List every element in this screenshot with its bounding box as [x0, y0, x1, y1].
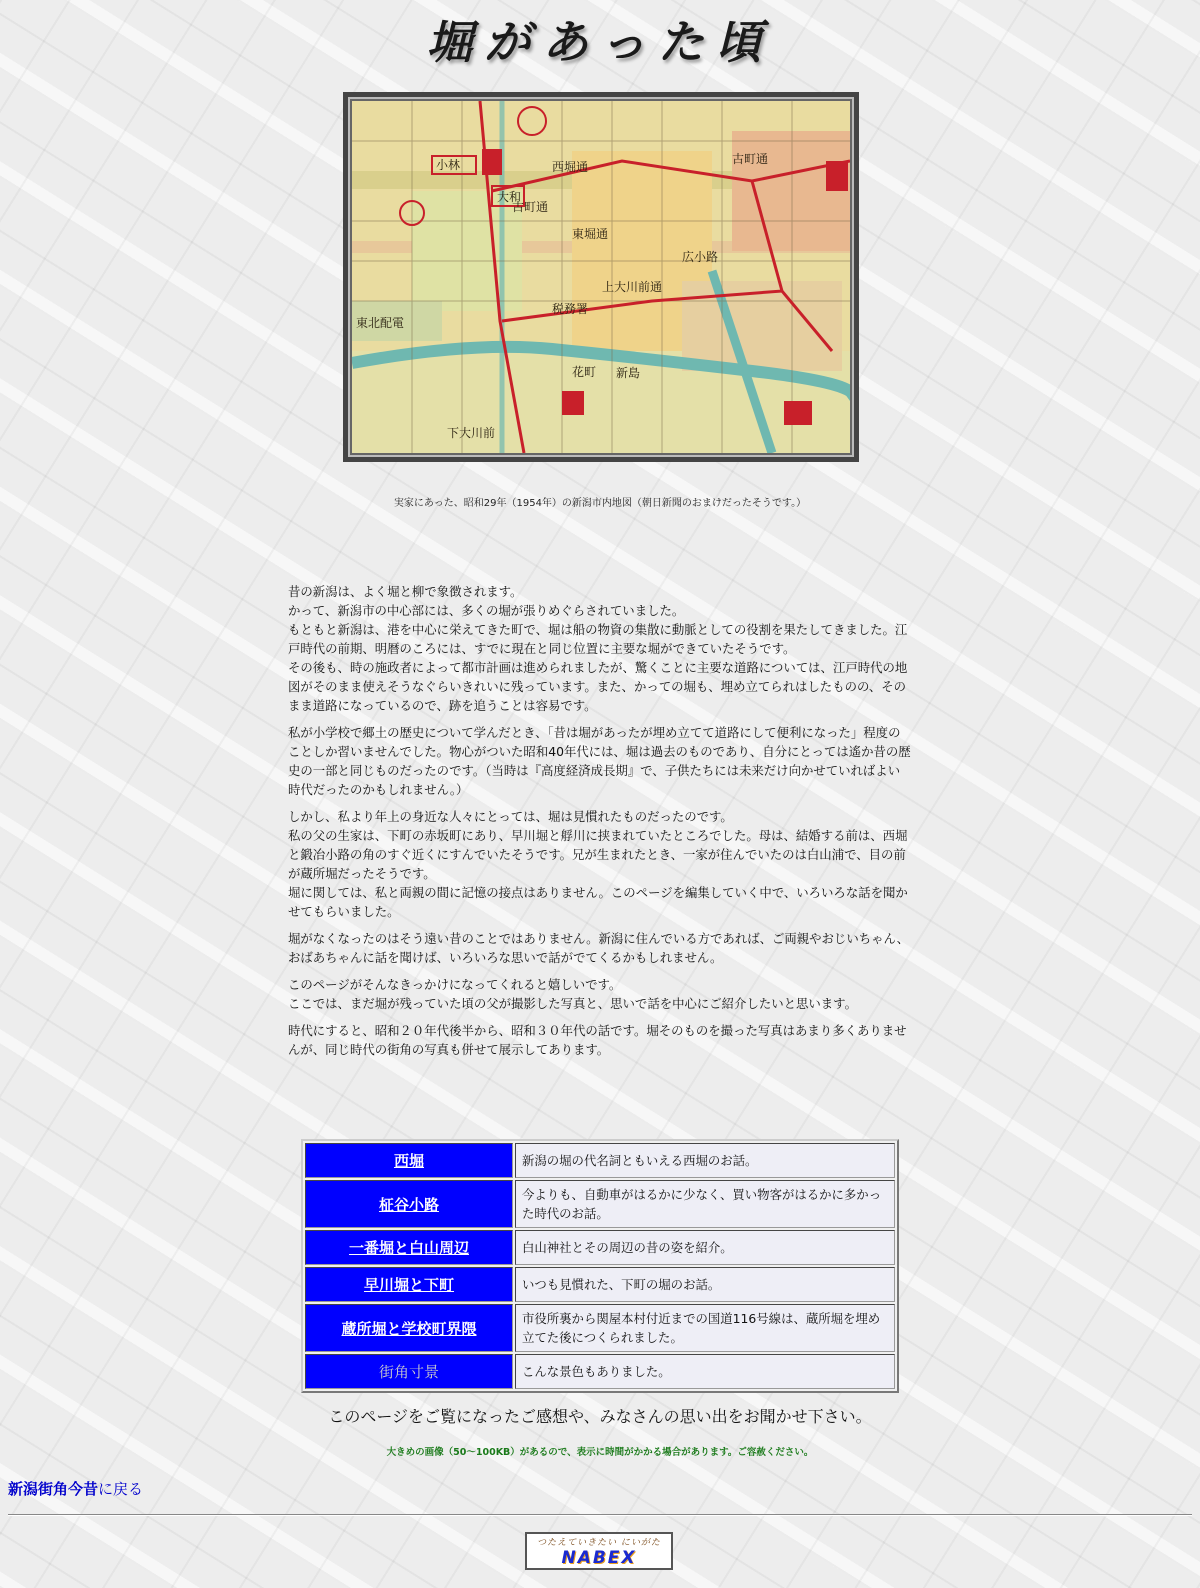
paragraph [288, 723, 911, 799]
menu-description: 新潟の堀の代名詞ともいえる西堀のお話。 [515, 1143, 895, 1178]
menu-row [305, 1354, 895, 1389]
old-city-map [352, 101, 850, 453]
map-caption: 実家にあった、昭和29年（1954年）の新潟市内地図（朝日新聞のおまけだったそうです。） [393, 498, 807, 509]
text-line: かって、新潟市の中心部には、多くの堀が張りめぐらされていました。 [288, 603, 685, 618]
logo-tagline: つたえていきたい にいがた [537, 1538, 661, 1548]
back-link[interactable]: 新潟街角今昔 [8, 1480, 99, 1498]
map-label: 広小路 [682, 250, 719, 264]
paragraph [288, 975, 911, 1013]
logo-wordmark: NABEX [561, 1548, 637, 1568]
back-link-row [8, 1478, 143, 1499]
menu-description: 市役所裏から関屋本村付近までの国道116号線は、蔵所堀を埋め立てた後につくられました。 [515, 1304, 895, 1352]
menu-row [305, 1304, 895, 1352]
paragraph [288, 929, 911, 967]
paragraph [288, 807, 911, 921]
menu-link-cell [305, 1180, 513, 1228]
text-line: もともと新潟は、港を中心に栄えてきた町で、堀は船の物資の集散に動脈としての役割を果たしてきました。江戸時代の前期、明暦のころには、すでに現在と同じ位置に主要な堀ができていたそうです。 [288, 622, 908, 656]
menu-row [305, 1143, 895, 1178]
divider [8, 1514, 1192, 1516]
menu-link-cell [305, 1267, 513, 1302]
menu-link-nishibori[interactable]: 西堀 [393, 1152, 424, 1170]
map-label: 新島 [616, 366, 641, 380]
menu-label-machikado: 街角寸景 [378, 1363, 439, 1381]
map-label: 古町通 [732, 152, 769, 166]
load-time-notice: 大きめの画像（50〜100KB）があるので、表示に時間がかかる場合があります。ご容赦ください。 [386, 1447, 814, 1458]
paragraph [288, 1021, 911, 1059]
intro-text [288, 582, 911, 1067]
page-title: 堀があった頃 [426, 15, 774, 69]
feedback-invitation: このページをご覧になったご感想や、みなさんの思い出をお聞かせ下さい。 [328, 1407, 872, 1426]
map-label: 下大川前 [447, 426, 496, 440]
menu-description: いつも見慣れた、下町の堀のお話。 [515, 1267, 895, 1302]
map-label: 古町通 [512, 200, 549, 214]
map-label: 上大川前通 [602, 280, 663, 294]
menu-link-hayakawabori[interactable]: 早川堀と下町 [363, 1276, 454, 1294]
menu-link-masayakoji[interactable]: 柾谷小路 [378, 1195, 439, 1214]
map-label: 小林 [436, 158, 461, 172]
map-label: 西堀通 [552, 160, 589, 174]
menu-row [305, 1267, 895, 1302]
map-label: 大和 [497, 190, 522, 204]
nabex-logo[interactable] [525, 1532, 673, 1570]
text-line: 私の父の生家は、下町の赤坂町にあり、早川堀と艀川に挟まれていたところでした。母は、結婚する前は、西堀と鍛冶小路の角のすぐ近くにすんでいたそうです。兄が生まれたとき、一家が住んでいたのは白山浦で、目の前が蔵所堀だったそうです。 [288, 828, 908, 881]
map-image [343, 92, 859, 462]
text-line: その後も、時の施政者によって都市計画は進められましたが、驚くことに主要な道路については、江戸時代の地図がそのまま使えそうなぐらいきれいに残っています。また、かっての堀も、埋め立てられはしたものの、そのまま道路になっているので、跡を追うことは容易です。 [288, 660, 908, 713]
text-line: 堀がなくなったのはそう遠い昔のことではありません。新潟に住んでいる方であれば、ご両親やおじいちゃん、おばあちゃんに話を聞けば、いろいろな思いで話がでてくるかもしれません。 [288, 931, 910, 965]
paragraph [288, 582, 911, 715]
text-line: ここでは、まだ堀が残っていた頃の父が撮影した写真と、思いで話を中心にご紹介したいと思います。 [288, 996, 857, 1011]
text-line: このページがそんなきっかけになってくれると嬉しいです。 [288, 977, 622, 992]
map-label: 税務署 [552, 302, 589, 316]
map-label: 東堀通 [572, 227, 609, 241]
menu-description: 今よりも、自動車がはるかに少なく、買い物客がはるかに多かった時代のお話。 [515, 1180, 895, 1228]
menu-link-kurasyobori[interactable]: 蔵所堀と学校町界隈 [341, 1319, 477, 1338]
text-line: 堀に関しては、私と両親の間に記憶の接点はありません。このページを編集していく中で、いろいろな話を聞かせてもらいました。 [288, 885, 908, 919]
menu-link-cell [305, 1143, 513, 1178]
menu-table [301, 1139, 899, 1393]
text-line: 昔の新潟は、よく堀と柳で象徴されます。 [288, 584, 523, 599]
text-line: 私が小学校で郷土の歴史について学んだとき、「昔は堀があったが埋め立てて道路にして便利になった」程度のことしか習いませんでした。物心がついた昭和40年代には、堀は過去のものであり、自分にとっては遙か昔の歴史の一部と同じものだったのです。（当時は『高度経済成長期』で、子供たちには未来だけ向かせていればよい時代だったのかもしれません。） [288, 725, 911, 797]
menu-link-cell [305, 1230, 513, 1265]
menu-link-ichibanbori[interactable]: 一番堀と白山周辺 [348, 1239, 469, 1257]
map-label: 東北配電 [356, 316, 405, 330]
menu-row [305, 1180, 895, 1228]
back-link-suffix: に戻る [98, 1480, 144, 1498]
menu-description: 白山神社とその周辺の昔の姿を紹介。 [515, 1230, 895, 1265]
menu-link-cell [305, 1304, 513, 1352]
text-line: しかし、私より年上の身近な人々にとっては、堀は見慣れたものだったのです。 [288, 809, 733, 824]
menu-link-cell [305, 1354, 513, 1389]
text-line: 時代にすると、昭和２０年代後半から、昭和３０年代の話です。堀そのものを撮った写真はあまり多くありませんが、同じ時代の街角の写真も併せて展示してあります。 [288, 1023, 907, 1057]
menu-row [305, 1230, 895, 1265]
menu-description: こんな景色もありました。 [515, 1354, 895, 1389]
map-label: 花町 [572, 365, 597, 379]
